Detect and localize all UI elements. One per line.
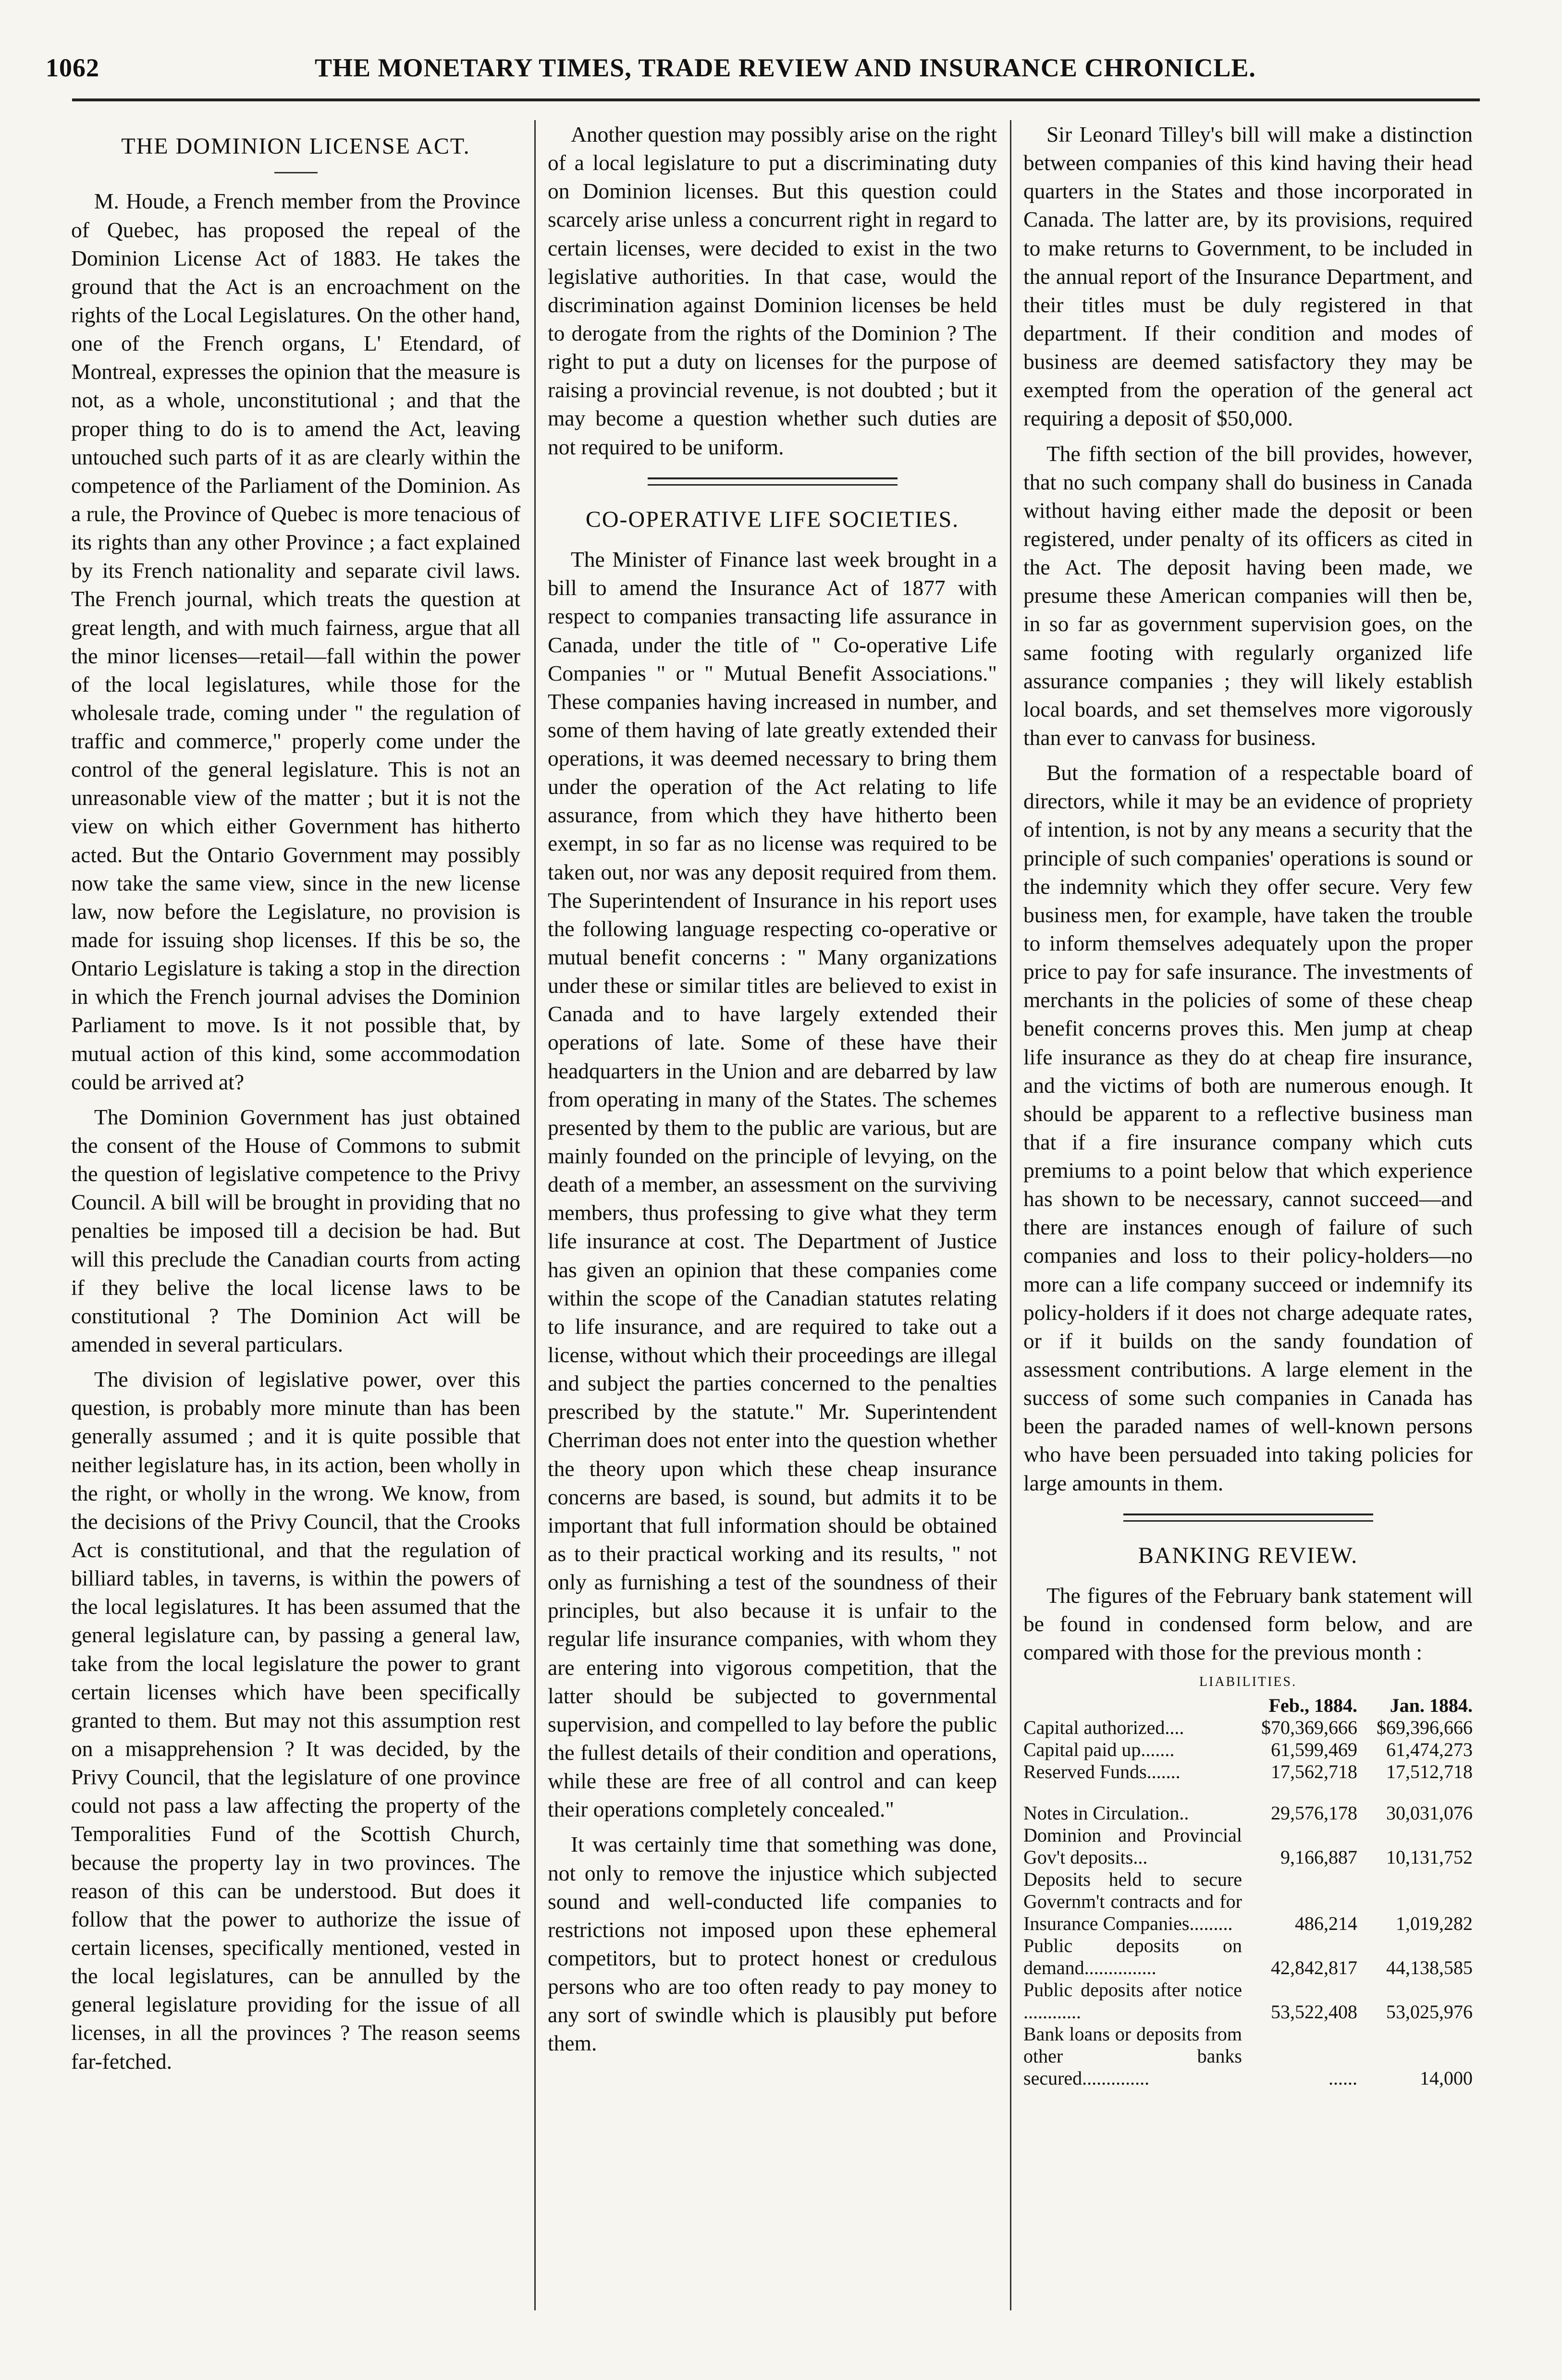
- feb-value: 17,562,718: [1271, 1760, 1357, 1782]
- page-number: 1062: [46, 53, 99, 82]
- liabilities-table: [1023, 1695, 1473, 2089]
- feb-value: 61,599,469: [1271, 1738, 1357, 1760]
- table-row: [1023, 1935, 1473, 1979]
- table-section-label: LIABILITIES.: [1199, 1674, 1297, 1689]
- paragraph: Sir Leonard Tilley's bill will make a distinction between companies of this kind having their head quarters in the States and those incorporated in Canada. The latter are, by its provisions, required to make returns to Government, to be included in the annual report of the Insurance Department, and their titles must be duly registered in that department. If their condition and modes of business are deemed satisfactory they may be exempted from the operation of the general act requiring a deposit of $50,000.: [1023, 122, 1473, 431]
- paragraph: The division of legislative power, over this question, is probably more minute than has been generally assumed ; and it is quite possible that neither legislature has, in its action, been wholly in the right, or wholly in the wrong. We know, from the decisions of the Privy Council, that the Crooks Act is constitutional, and that the regulation of billiard tables, in taverns, is within the powers of the local legislatures. It has been assumed that the general legislature can, by passing a general law, take from the local legislature the power to grant certain licenses which have been specifically granted to them. But may not this assumption rest on a misapprehension ? It was decided, by the Privy Council, that the legislature of one province could not pass a law affecting the property of the Temporalities Fund of the Scottish Church, because the property lay in two provinces. The reason of this can be understood. But does it follow that the power to authorize the issue of certain licenses, specifically mentioned, vested in the local legislatures, can be annulled by the general legislature providing for the issue of all licenses, in all the provinces ? The reason seems far-fetched.: [71, 1367, 520, 2074]
- column-2: [548, 120, 997, 2310]
- title-rule: [274, 172, 318, 173]
- table-row: [1023, 1761, 1473, 1783]
- row-label: Bank loans or deposits from other banks secured..............: [1023, 2023, 1242, 2089]
- jan-value: 17,512,718: [1386, 1760, 1473, 1782]
- column-divider: [1010, 120, 1011, 2310]
- jan-value: 53,025,976: [1386, 2001, 1473, 2023]
- feb-value: ......: [1328, 2067, 1357, 2089]
- column-header: Jan. 1884.: [1390, 1694, 1473, 1716]
- row-label: Dominion and Provincial Gov't deposits...: [1023, 1824, 1242, 1868]
- jan-value: 1,019,282: [1396, 1912, 1473, 1934]
- jan-value: $69,396,666: [1377, 1716, 1473, 1738]
- paragraph: It was certainly time that something was done, not only to remove the injustice which subjected sound and well-conducted life companies to restrictions not imposed upon these ephemeral competitors, but to protect honest or credulous persons who are too often ready to pay money to any sort of swindle which is plausibly put before them.: [548, 1832, 997, 2056]
- feb-value: 42,842,817: [1271, 1956, 1357, 1978]
- table-row: [1023, 1868, 1473, 1935]
- table-row: [1023, 1783, 1473, 1824]
- jan-value: 14,000: [1420, 2067, 1473, 2089]
- page-header: [46, 43, 1497, 91]
- masthead: THE MONETARY TIMES, TRADE REVIEW AND INSURANCE CHRONICLE.: [315, 53, 1256, 82]
- paragraph: The fifth section of the bill provides, however, that no such company shall do business in Canada without having either made the deposit or been registered, under penalty of its officers as cited in the Act. The deposit having been made, we presume these American companies will then be, in so far as government supervision goes, on the same footing with regularly organized life assurance companies ; they will likely establish local boards, and set themselves more vigorously than ever to canvass for business.: [1023, 441, 1473, 750]
- paragraph: The Minister of Finance last week brought in a bill to amend the Insurance Act of 1877 with respect to companies transacting life assurance in Canada, under the title of " Co-operative Life Companies " or " Mutual Benefit Associations." These companies having increased in number, and some of them having of late greatly extended their operations, it was deemed necessary to bring them under the operation of the Act relating to life assurance, from which they have hitherto been exempt, in so far as no license was required to be taken out, nor was any deposit required from them. The Superintendent of Insurance in his report uses the following language respecting co-operative or mutual benefit concerns : " Many organizations under these or similar titles are believed to exist in Canada and to have largely extended their operations of late. Some of these have their headquarters in the Union and are debarred by law from operating in many of the States. The schemes presented by them to the public are various, but are mainly founded on the principle of levying, on the death of a member, an assessment on the surviving members, thus professing to give what they term life insurance at cost. The Department of Justice has given an opinion that these companies come within the scope of the Canadian statutes relating to life insurance, and are required to take out a license, without which their proceedings are illegal and subject the parties concerned to the penalties prescribed by the statute." Mr. Superintendent Cherriman does not enter into the question whether the theory upon which these cheap insurance concerns are based, is sound, but admits it to be important that full information should be obtained as to their practical working and its results, " not only as furnishing a test of the soundness of their principles, but also because it is unfair to the regular life insurance companies, with whom they are entering into vigorous competition, that the latter should be subjected to governmental supervision, and compelled to lay before the public the fullest details of their condition and operations, while these are free of all control and can keep their operations completely concealed.": [548, 547, 997, 1822]
- jan-value: 10,131,752: [1386, 1846, 1473, 1868]
- paragraph: The figures of the February bank statement will be found in condensed form below, and are compared with those for the previous month :: [1023, 1583, 1473, 1665]
- table-row: [1023, 1739, 1473, 1761]
- jan-value: 30,031,076: [1386, 1802, 1473, 1824]
- paragraph: M. Houde, a French member from the Province of Quebec, has proposed the repeal of the Dominion License Act of 1883. He takes the ground that the Act is an encroachment on the rights of the Local Legislatures. On the other hand, one of the French organs, L' Etendard, of Montreal, expresses the opinion that the measure is not, as a whole, unconstitutional ; and that the proper thing to do is to amend the Act, leaving untouched such parts of it as are clearly within the competence of the Parliament of the Dominion. As a rule, the Province of Quebec is more tenacious of its rights than any other Province ; a fact explained by its French nationality and separate civil laws. The French journal, which treats the question at great length, and with much fairness, argue that all the minor licenses—retail—fall within the power of the local legislatures, while those for the wholesale trade, coming under " the regulation of traffic and commerce," properly come under the control of the general legislature. This is not an unreasonable view of the matter ; but it is not the view on which either Government has hitherto acted. But the Ontario Government may possibly now take the same view, since in the new license law, now before the Legislature, no provision is made for issuing shop licenses. If this be so, the Ontario Legislature is taking a stop in the direction in which the French journal advises the Dominion Parliament to move. Is it not possible that, by mutual action of this kind, some accommodation could be arrived at?: [71, 189, 520, 1094]
- paragraph: The Dominion Government has just obtained the consent of the House of Commons to submit the question of legislative competence to the Privy Council. A bill will be brought in providing that no penalties be imposed till a decision be had. But will this preclude the Canadian courts from acting if they belive the local license laws to be constitutional ? The Dominion Act will be amended in several particulars.: [71, 1104, 520, 1357]
- row-label: Capital authorized....: [1023, 1716, 1184, 1738]
- table-row: [1023, 1824, 1473, 1868]
- row-label: Public deposits on demand...............: [1023, 1934, 1242, 1978]
- feb-value: 53,522,408: [1271, 2001, 1357, 2023]
- row-label: Notes in Circulation..: [1023, 1802, 1189, 1824]
- jan-value: 61,474,273: [1386, 1738, 1473, 1760]
- feb-value: 486,214: [1295, 1912, 1357, 1934]
- row-label: Reserved Funds.......: [1023, 1760, 1181, 1782]
- header-rule: [72, 98, 1480, 101]
- row-label: Capital paid up.......: [1023, 1738, 1175, 1760]
- feb-value: $70,369,666: [1261, 1716, 1357, 1738]
- table-row: [1023, 1717, 1473, 1739]
- section-rule: [1123, 1513, 1373, 1522]
- column-divider: [534, 120, 536, 2310]
- article-title: BANKING REVIEW.: [1138, 1542, 1358, 1568]
- table-header-row: [1023, 1695, 1473, 1717]
- row-label: Deposits held to secure Governm't contracts and for Insurance Companies.........: [1023, 1868, 1242, 1934]
- feb-value: 9,166,887: [1280, 1846, 1357, 1868]
- paragraph: Another question may possibly arise on the right of a local legislature to put a discriminating duty on Dominion licenses. But this question could scarcely arise unless a concurrent right in regard to certain licenses, were decided to exist in the two legislative authorities. In that case, would the discrimination against Dominion licenses be held to derogate from the rights of the Dominion ? The right to put a duty on licenses for the purpose of raising a provincial revenue, is not doubted ; but it may become a question whether such duties are not required to be uniform.: [548, 122, 997, 459]
- column-1: [71, 120, 520, 2310]
- article-title: THE DOMINION LICENSE ACT.: [121, 134, 470, 159]
- jan-value: 44,138,585: [1386, 1956, 1473, 1978]
- column-3: [1023, 120, 1473, 2310]
- table-row: [1023, 1979, 1473, 2023]
- article-title: CO-OPERATIVE LIFE SOCIETIES.: [585, 506, 959, 532]
- paragraph: But the formation of a respectable board of directors, while it may be an evidence of propriety of intention, is not by any means a security that the principle of such companies' operations is sound or the indemnity which they offer secure. Very few business men, for example, have taken the trouble to inform themselves adequately upon the proper price to pay for safe insurance. The investments of merchants in the policies of some of these cheap benefit concerns proves this. Men jump at cheap life insurance as they do at cheap fire insurance, and the victims of both are numerous enough. It should be apparent to a reflective business man that if a fire insurance company which cuts premiums to a point below that which experience has shown to be necessary, cannot succeed—and there are instances enough of failure of such companies and loss to their policy-holders—no more can a life company succeed or indemnify its policy-holders if it does not charge adequate rates, or if it builds on the sandy foundation of assessment contributions. A large element in the success of some such companies in Canada has been the paraded names of well-known persons who have been persuaded into taking policies for large amounts in them.: [1023, 760, 1473, 1495]
- section-rule: [648, 477, 898, 486]
- table-row: [1023, 2023, 1473, 2089]
- column-header: Feb., 1884.: [1268, 1694, 1357, 1716]
- feb-value: 29,576,178: [1271, 1802, 1357, 1824]
- row-label: Public deposits after notice ............: [1023, 1978, 1242, 2023]
